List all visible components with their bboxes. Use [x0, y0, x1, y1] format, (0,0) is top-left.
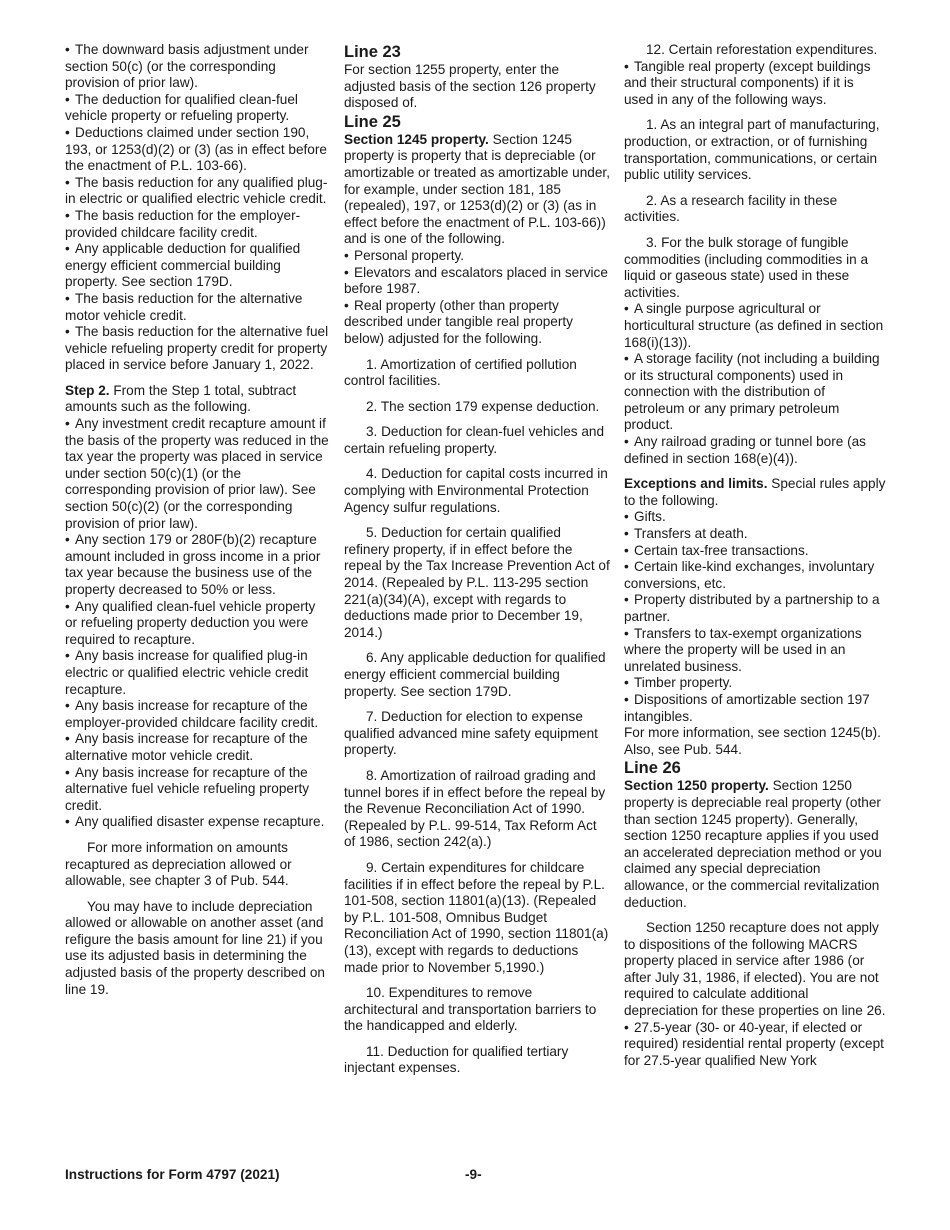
list-item: • Any section 179 or 280F(b)(2) recapture amount included in gross income in a prior tax year because the business use of the property decreased to 50% or less.	[65, 532, 321, 597]
paragraph: For more information on amounts recaptured as depreciation allowed or allowable, see chapter 3 of Pub. 544.	[65, 839, 292, 889]
numbered-item: 1. As an integral part of manufacturing, production, or extraction, or of furnishing transportation, communications, or certain public utility services.	[624, 117, 880, 183]
list-item: • Timber property.	[624, 675, 733, 691]
paragraph: For section 1255 property, enter the adjusted basis of the section 126 property disposed of.	[344, 62, 596, 111]
numbered-item: 5. Deduction for certain qualified refinery property, if in effect before the repeal by the Tax Increase Prevention Act of 2014. (Repealed by P.L. 113-295 section 221(a)(34)(A), except with regards to deductions made prior to December 19, 2014.)	[344, 525, 610, 640]
numbered-item: 7. Deduction for election to expense qualified advanced mine safety equipment property.	[344, 709, 598, 758]
list-item: • The basis reduction for the alternative fuel vehicle refueling property credit for property placed in service before January 1, 2022.	[65, 324, 329, 373]
numbered-item: 3. Deduction for clean-fuel vehicles and certain refueling property.	[344, 424, 605, 456]
list-item: • Deductions claimed under section 190, 193, or 1253(d)(2) or (3) (as in effect before the enactment of P.L. 103-66).	[65, 124, 327, 174]
numbered-item: 6. Any applicable deduction for qualified energy efficient commercial building property. See section 179D.	[344, 650, 606, 699]
numbered-item: 11. Deduction for qualified tertiary injectant expenses.	[344, 1043, 569, 1076]
footer-title: Instructions for Form 4797 (2021)	[65, 1167, 280, 1182]
numbered-item: 2. The section 179 expense deduction.	[366, 398, 600, 414]
list-item: • The basis reduction for the employer-provided childcare facility credit.	[65, 207, 301, 240]
numbered-item: 10. Expenditures to remove architectural and transportation barriers to the handicapped and elderly.	[344, 985, 597, 1034]
exceptions-paragraph: Exceptions and limits. Special rules apply to the following.	[624, 476, 886, 508]
list-item: • Dispositions of amortizable section 197 intangibles.	[624, 691, 870, 724]
numbered-item: 3. For the bulk storage of fungible commodities (including commodities in a liquid or gaseous state) used in these activities.	[624, 234, 869, 300]
paragraph: You may have to include depreciation allowed or allowable on another asset (and refigure the basis amount for line 21) if you use its adjusted basis in determining the adjusted basis of the property described on line 19.	[65, 898, 325, 997]
numbered-item: 4. Deduction for capital costs incurred in complying with Environmental Protection Agency sulfur regulations.	[344, 466, 608, 515]
list-item: • 27.5-year (30- or 40-year, if elected or required) residential rental property (except for 27.5-year qualified New York	[624, 1019, 884, 1068]
column-right	[624, 42, 886, 1069]
list-item: • Tangible real property (except buildings and their structural components) if it is used in any of the following ways.	[624, 58, 871, 107]
list-item: • The downward basis adjustment under section 50(c) (or the corresponding provision of prior law).	[65, 42, 309, 91]
list-item: • Real property (other than property described under tangible real property below) adjusted for the following.	[344, 297, 573, 346]
list-item: • Any basis increase for recapture of the employer-provided childcare facility credit.	[65, 698, 319, 730]
list-item: • Any qualified disaster expense recapture.	[65, 814, 325, 830]
step2-paragraph: Step 2. From the Step 1 total, subtract amounts such as the following.	[65, 382, 297, 415]
column-middle	[344, 42, 610, 1077]
list-item: • Gifts.	[624, 509, 666, 525]
list-item: • Any basis increase for recapture of the alternative motor vehicle credit.	[65, 731, 308, 763]
section-1250-paragraph: Section 1250 property. Section 1250 property is depreciable real property (other than section 1245 property). Generally, section 1250 recapture applies if you used an accelerated depreciation method or you claimed any special depreciation allowance, or the commercial revitalization deduction.	[624, 778, 882, 910]
numbered-item: 2. As a research facility in these activities.	[624, 192, 838, 225]
list-item: • Any applicable deduction for qualified energy efficient commercial building property. See section 179D.	[65, 241, 301, 290]
list-item: • Any qualified clean-fuel vehicle property or refueling property deduction you were required to recapture.	[65, 598, 316, 647]
list-item: • Property distributed by a partnership to a partner.	[624, 592, 880, 624]
list-item: • A storage facility (not including a building or its structural components) used in connection with the distribution of petroleum or any primary petroleum product.	[624, 351, 880, 433]
numbered-item: 1. Amortization of certified pollution control facilities.	[344, 356, 577, 389]
paragraph: For more information, see section 1245(b). Also, see Pub. 544.	[624, 725, 881, 757]
list-item: • Personal property.	[344, 247, 465, 263]
line25-heading: Line 25	[344, 112, 401, 131]
list-item: • Transfers to tax-exempt organizations where the property will be used in an unrelated business.	[624, 625, 862, 674]
list-item: • Any investment credit recapture amount if the basis of the property was reduced in the tax year the property was placed in service under section 50(c)(1) (or the corresponding provision of prior law). See section 50(c)(2) (or the corresponding provision of prior law).	[65, 416, 329, 531]
list-item: • Certain tax-free transactions.	[624, 542, 809, 558]
list-item: • Any railroad grading or tunnel bore (as defined in section 168(e)(4)).	[624, 434, 866, 466]
page-number: -9-	[465, 1167, 482, 1182]
paragraph: Section 1250 recapture does not apply to dispositions of the following MACRS property placed in service after 1986 (or after July 31, 1986, if elected). You are not required to calculate additional depreciation for these properties on line 26.	[624, 920, 886, 1019]
list-item: • Any basis increase for qualified plug-in electric or qualified electric vehicle credit recapture.	[65, 648, 309, 697]
line26-heading: Line 26	[624, 759, 681, 778]
list-item: • Transfers at death.	[624, 526, 748, 542]
numbered-item: 9. Certain expenditures for childcare facilities if in effect before the repeal by P.L. 101-508, section 11801(a)(13). (Repealed by P.L. 101-508, Omnibus Budget Reconciliation Act of 1990, section 11801(a)(13), except with regards to deductions made prior to November 5,1990.)	[344, 859, 609, 975]
list-item: • Certain like-kind exchanges, involuntary conversions, etc.	[624, 559, 875, 591]
list-item: • The basis reduction for any qualified plug-in electric or qualified electric vehicle credit.	[65, 174, 328, 207]
section-1245-paragraph: Section 1245 property. Section 1245 property is property that is depreciable (or amortizable or treated as amortizable under, for example, under section 181, 185 (repealed), 197, or 1253(d)(2) or (3) (as in effect before the enactment of P.L. 103-66)) and is one of the following.	[344, 131, 610, 247]
list-item: • The basis reduction for the alternative motor vehicle credit.	[65, 290, 303, 323]
list-item: • Any basis increase for recapture of the alternative fuel vehicle refueling property credit.	[65, 764, 310, 813]
list-item: • Elevators and escalators placed in service before 1987.	[344, 264, 608, 297]
numbered-item: 12. Certain reforestation expenditures.	[646, 42, 878, 57]
line23-heading: Line 23	[344, 43, 401, 61]
list-item: • The deduction for qualified clean-fuel vehicle property or refueling property.	[65, 91, 298, 124]
numbered-item: 8. Amortization of railroad grading and tunnel bores if in effect before the repeal by the Revenue Reconciliation Act of 1990. (Repealed by P.L. 99-514, Tax Reform Act of 1986, section 242(a).)	[344, 767, 606, 850]
column-left	[65, 42, 330, 998]
list-item: • A single purpose agricultural or horticultural structure (as defined in section 168(i)(13)).	[624, 301, 884, 350]
